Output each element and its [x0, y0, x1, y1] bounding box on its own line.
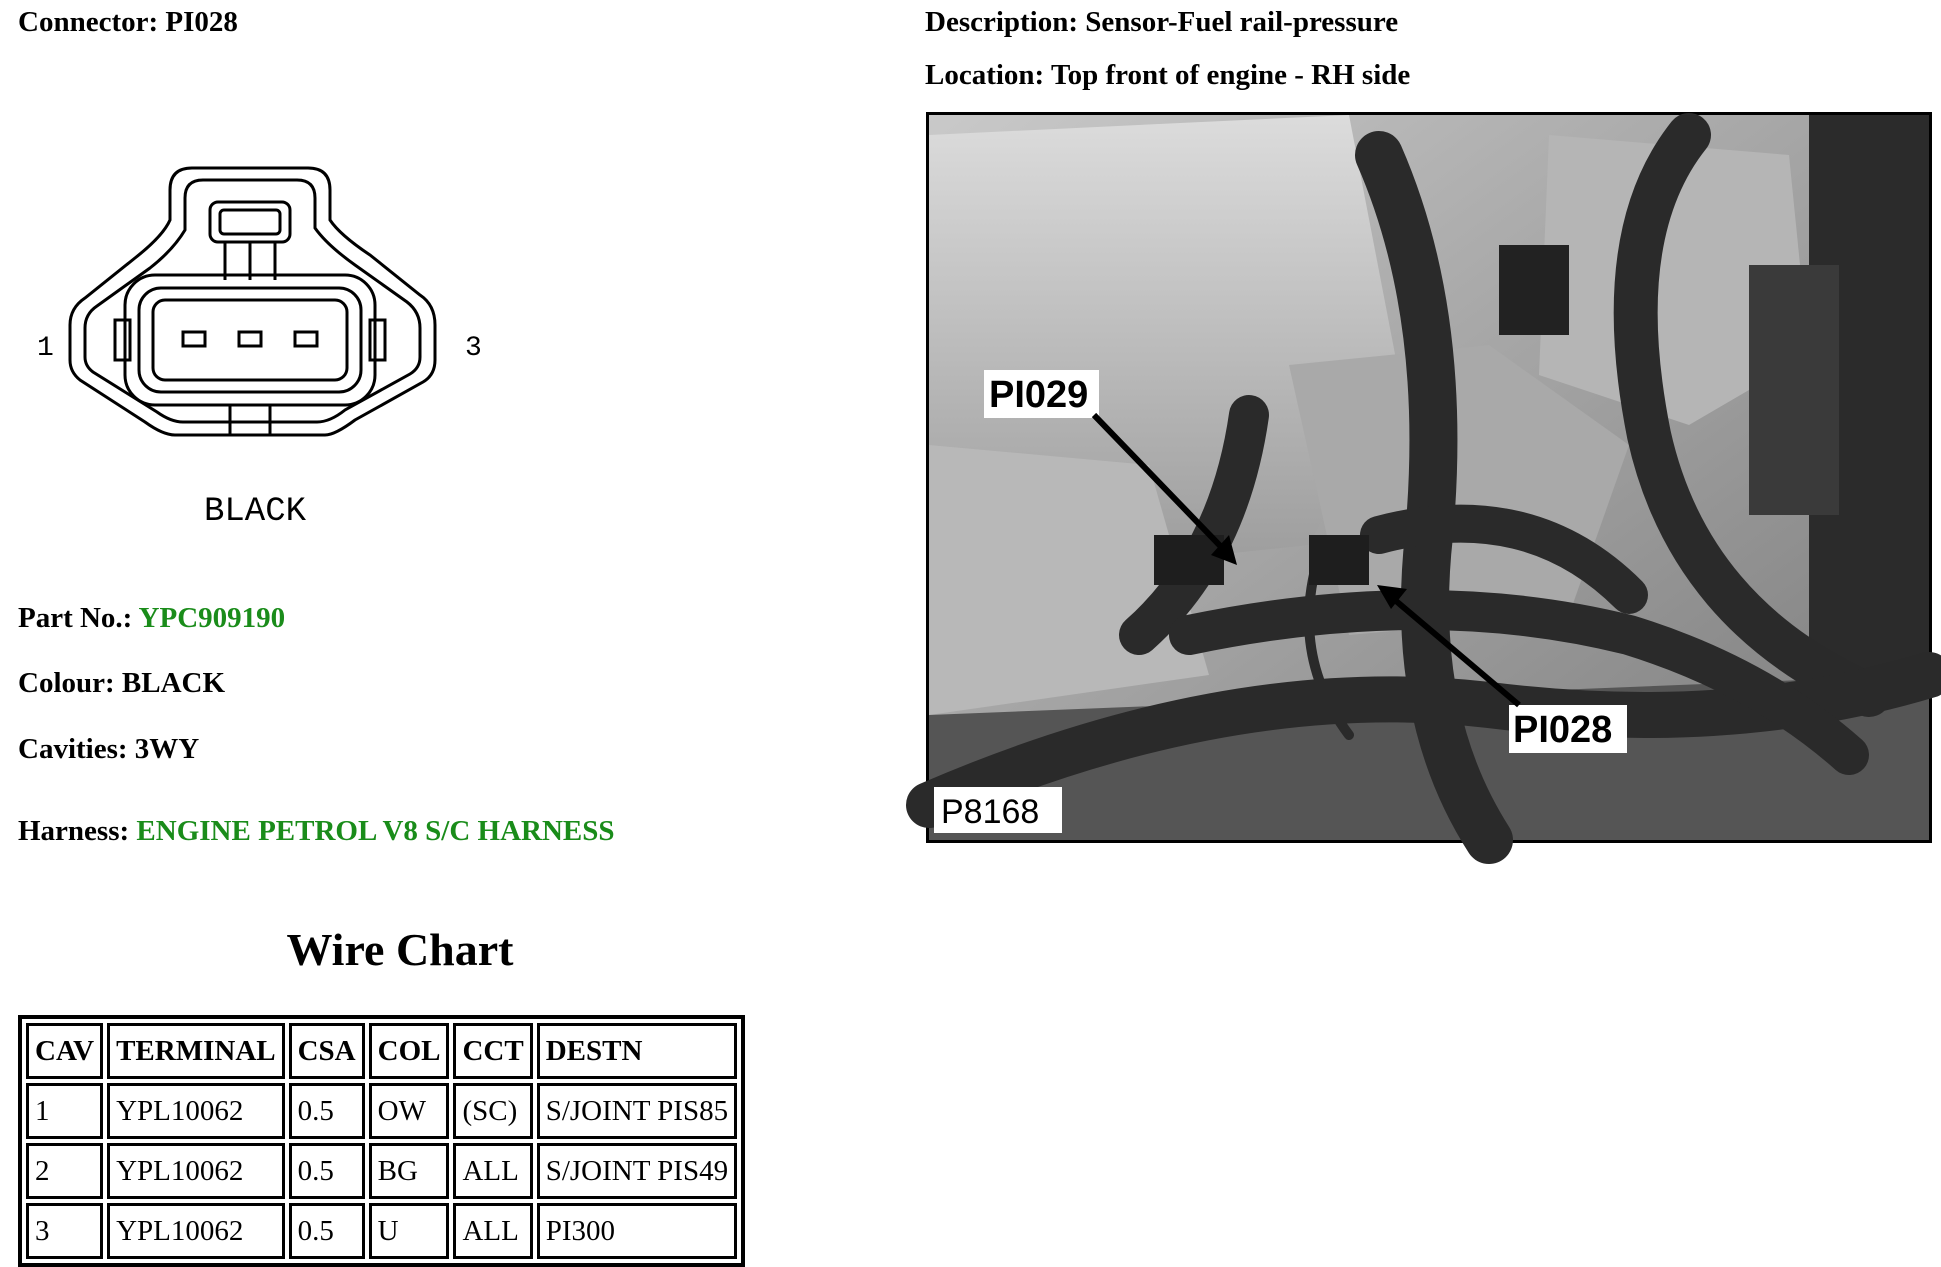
harness-link[interactable]: ENGINE PETROL V8 S/C HARNESS — [136, 815, 615, 847]
part-number-key: Part No.: — [18, 602, 133, 634]
location-key: Location: — [925, 59, 1045, 91]
cell-destn: PI300 — [537, 1203, 737, 1259]
cavities-key: Cavities: — [18, 733, 128, 765]
cell-cav: 2 — [26, 1143, 103, 1199]
part-number — [18, 602, 285, 635]
location-value: Top front of engine - RH side — [1050, 59, 1411, 91]
connector-id: PI028 — [165, 6, 238, 38]
harness — [18, 815, 615, 848]
colour — [18, 667, 225, 700]
header-csa: CSA — [289, 1023, 365, 1079]
header-cct: CCT — [453, 1023, 532, 1079]
colour-key: Colour: — [18, 667, 115, 699]
table-row — [26, 1083, 737, 1139]
cell-terminal: YPL10062 — [107, 1083, 285, 1139]
header-col: COL — [369, 1023, 450, 1079]
cell-col: BG — [369, 1143, 450, 1199]
cell-destn: S/JOINT PIS49 — [537, 1143, 737, 1199]
cell-cct: (SC) — [453, 1083, 532, 1139]
location — [925, 59, 1410, 92]
cavities — [18, 733, 199, 766]
cell-terminal: YPL10062 — [107, 1143, 285, 1199]
callout-pi029: PI029 — [989, 374, 1089, 416]
cell-col: OW — [369, 1083, 450, 1139]
photo-ref: P8168 — [941, 793, 1040, 831]
cell-cct: ALL — [453, 1203, 532, 1259]
header-terminal: TERMINAL — [107, 1023, 285, 1079]
description-value: Sensor-Fuel rail-pressure — [1085, 6, 1399, 38]
cell-col: U — [369, 1203, 450, 1259]
part-number-link[interactable]: YPC909190 — [138, 602, 286, 634]
wire-chart-title: Wire Chart — [286, 924, 514, 975]
cell-cav: 1 — [26, 1083, 103, 1139]
pin-3-label: 3 — [465, 333, 482, 364]
connector-label-key: Connector: — [18, 6, 159, 38]
table-header-row — [26, 1023, 737, 1079]
cell-cav: 3 — [26, 1203, 103, 1259]
harness-key: Harness: — [18, 815, 130, 847]
cell-cct: ALL — [453, 1143, 532, 1199]
diagram-colour-label: BLACK — [203, 493, 307, 531]
header-cav: CAV — [26, 1023, 103, 1079]
cell-terminal: YPL10062 — [107, 1203, 285, 1259]
pin-1-label: 1 — [37, 333, 54, 364]
table-row — [26, 1203, 737, 1259]
cell-destn: S/JOINT PIS85 — [537, 1083, 737, 1139]
table-row — [26, 1143, 737, 1199]
wire-chart-table — [18, 1015, 745, 1267]
cell-csa: 0.5 — [289, 1083, 365, 1139]
engine-bay-photo — [926, 112, 1932, 843]
connector-label — [18, 6, 238, 39]
description-key: Description: — [925, 6, 1079, 38]
cavities-value: 3WY — [134, 733, 200, 765]
cell-csa: 0.5 — [289, 1143, 365, 1199]
header-destn: DESTN — [537, 1023, 737, 1079]
description — [925, 6, 1398, 39]
colour-value: BLACK — [121, 667, 226, 699]
connector-diagram — [37, 150, 505, 540]
cell-csa: 0.5 — [289, 1203, 365, 1259]
callout-pi028: PI028 — [1513, 709, 1613, 751]
